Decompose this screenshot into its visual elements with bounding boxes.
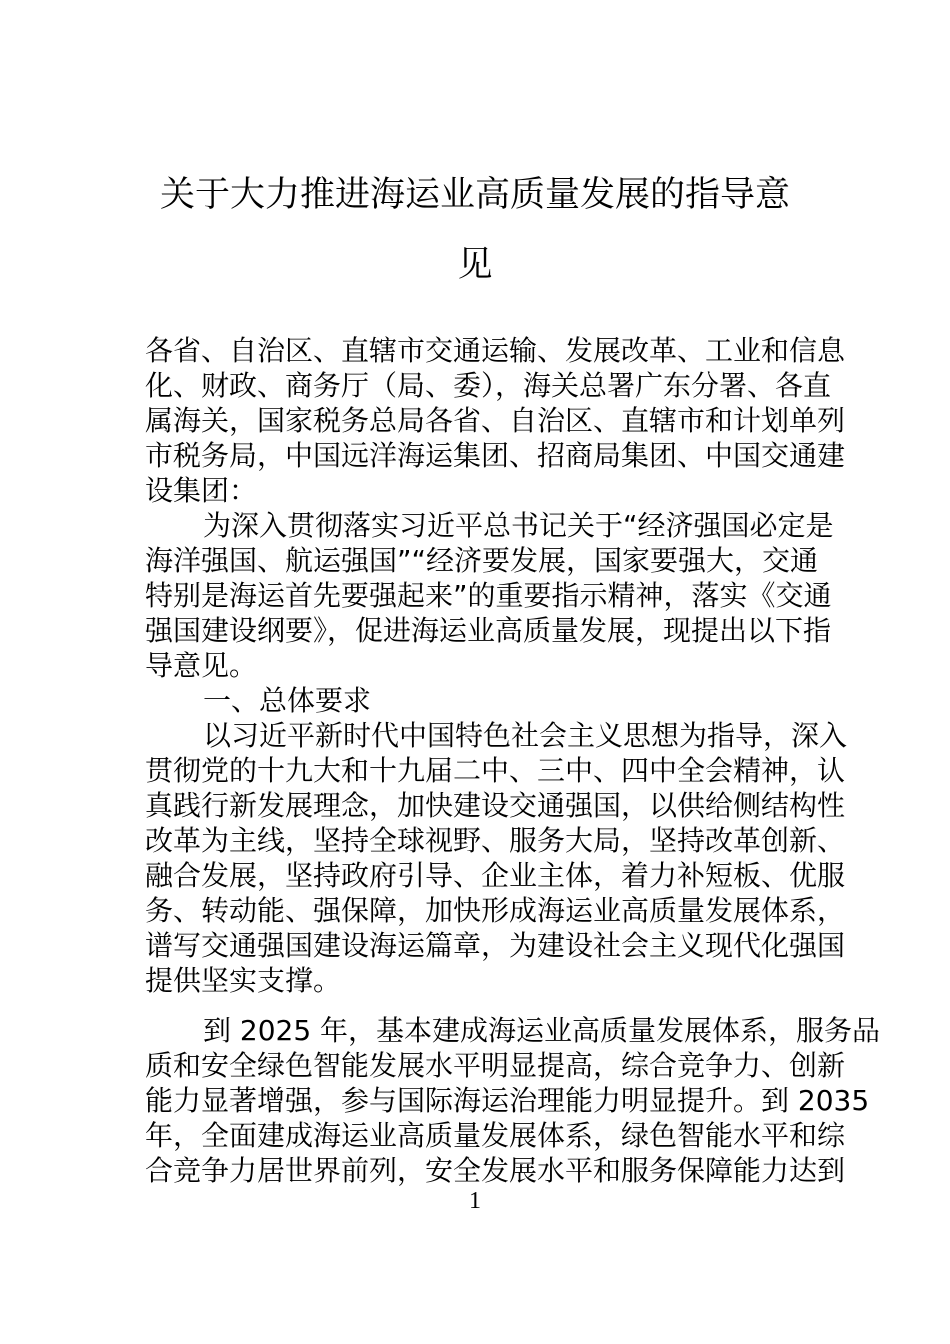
text-line: 到 2025 年，基本建成海运业高质量发展体系，服务品 [203, 1014, 881, 1047]
text-line: 改革为主线，坚持全球视野、服务大局，坚持改革创新、 [145, 824, 846, 857]
text-line: 特别是海运首先要强起来”的重要指示精神，落实《交通 [145, 579, 832, 612]
text-line: 一、总体要求 [203, 684, 372, 717]
text-line: 为深入贯彻落实习近平总书记关于“经济强国必定是 [203, 509, 834, 542]
document-body [145, 333, 881, 1188]
text-line: 以习近平新时代中国特色社会主义思想为指导，深入 [203, 719, 848, 752]
text-line: 年，全面建成海运业高质量发展体系，绿色智能水平和综 [145, 1119, 846, 1152]
text-line: 属海关，国家税务总局各省、自治区、直辖市和计划单列 [145, 404, 846, 437]
paragraph-intro [145, 508, 834, 683]
paragraph-guiding-thought [145, 718, 848, 998]
text-line: 强国建设纲要》，促进海运业高质量发展，现提出以下指 [145, 614, 832, 647]
text-line: 导意见。 [145, 649, 258, 682]
text-line: 真践行新发展理念，加快建设交通强国，以供给侧结构性 [145, 789, 846, 822]
page-number: 1 [469, 1188, 481, 1214]
section-heading-general-requirements [145, 683, 807, 718]
text-line: 各省、自治区、直辖市交通运输、发展改革、工业和信息 [145, 334, 846, 367]
text-line: 融合发展，坚持政府引导、企业主体，着力补短板、优服 [145, 859, 846, 892]
document-title-line-1: 关于大力推进海运业高质量发展的指导意 [159, 175, 790, 215]
text-line: 能力显著增强，参与国际海运治理能力明显提升。到 2035 [145, 1084, 870, 1117]
text-line: 贯彻党的十九大和十九届二中、三中、四中全会精神，认 [145, 754, 846, 787]
text-line: 质和安全绿色智能发展水平明显提高，综合竞争力、创新 [145, 1049, 846, 1082]
text-line: 海洋强国、航运强国”“经济要发展，国家要强大，交通 [145, 544, 819, 577]
text-line: 务、转动能、强保障，加快形成海运业高质量发展体系， [145, 894, 846, 927]
document-title-line-2: 见 [457, 245, 493, 285]
text-line: 提供坚实支撑。 [145, 964, 342, 997]
text-line: 化、财政、商务厅（局、委），海关总署广东分署、各直 [145, 369, 832, 402]
paragraph-goals [145, 1013, 881, 1188]
paragraph-addressees [145, 333, 846, 508]
text-line: 市税务局，中国远洋海运集团、招商局集团、中国交通建 [145, 439, 846, 472]
text-line: 设集团： [145, 474, 258, 507]
text-line: 谱写交通强国建设海运篇章，为建设社会主义现代化强国 [145, 929, 846, 962]
text-line: 合竞争力居世界前列，安全发展水平和服务保障能力达到 [145, 1154, 846, 1187]
